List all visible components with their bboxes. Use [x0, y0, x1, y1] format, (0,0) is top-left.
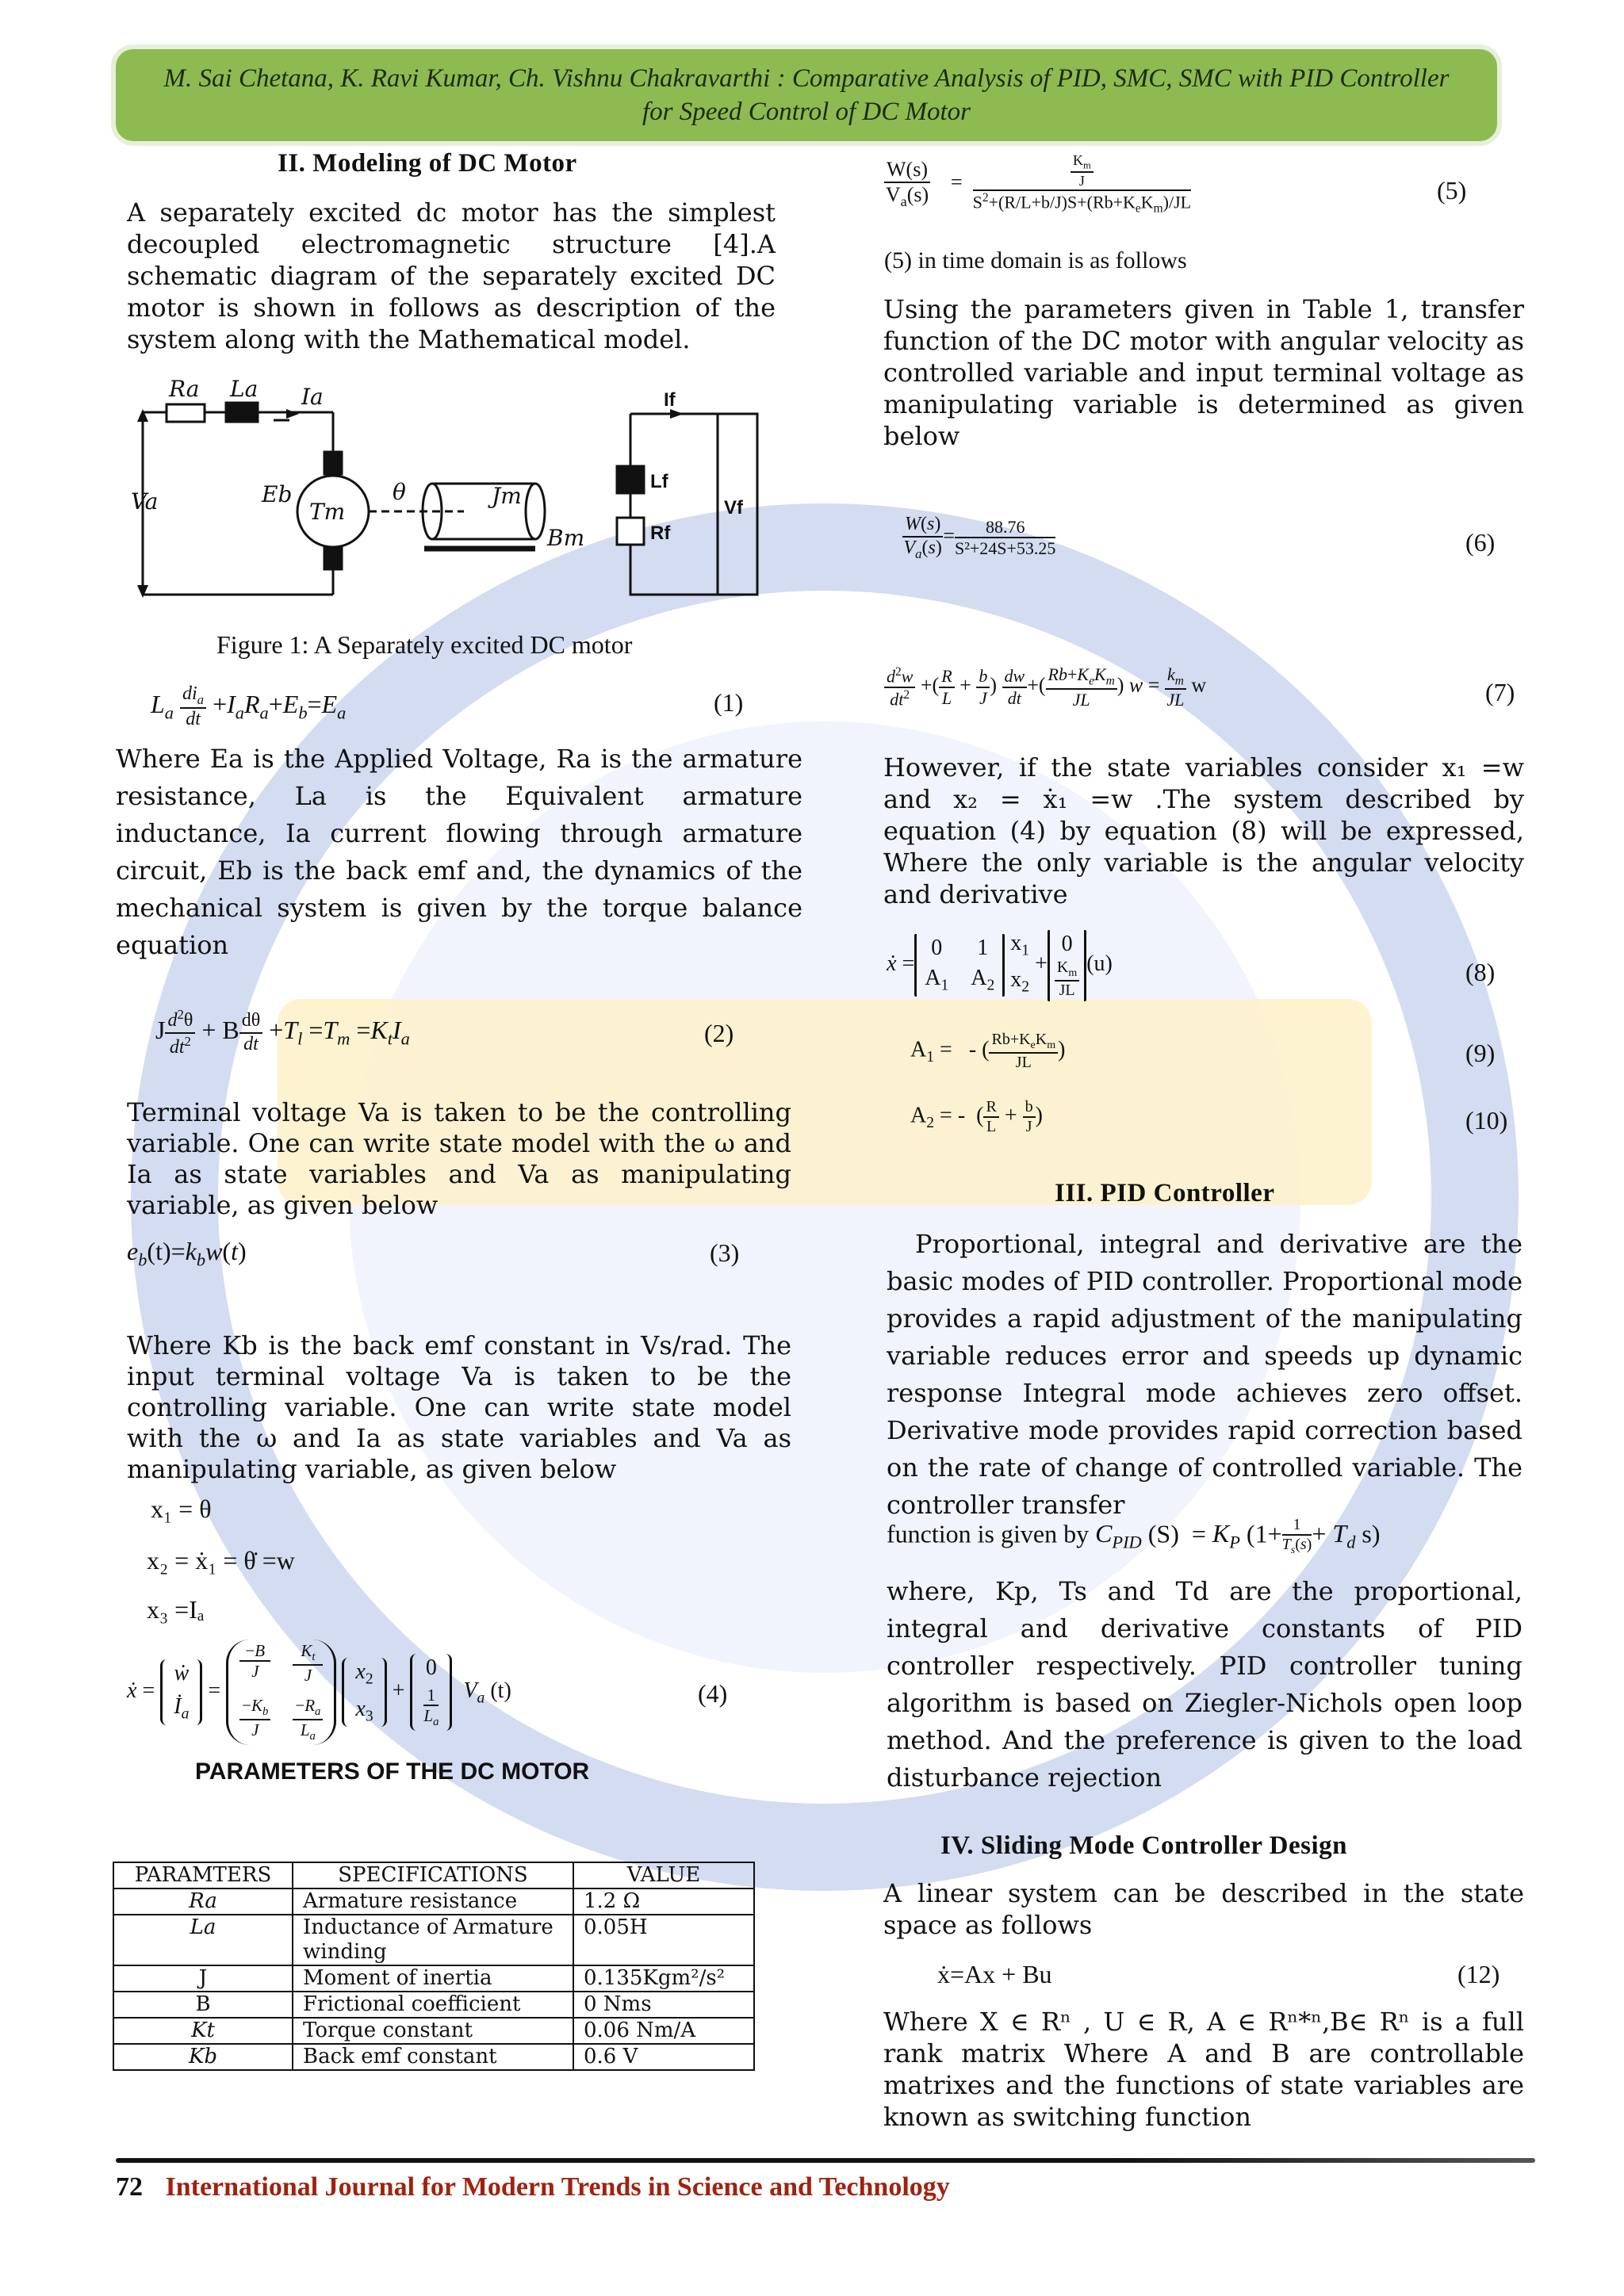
header-line-2: for Speed Control of DC Motor — [642, 98, 971, 126]
parameters-table — [113, 1862, 755, 2071]
table-cell: Moment of inertia — [293, 1965, 573, 1992]
label-Jm: Jm — [492, 483, 522, 509]
table-cell: Armature resistance — [293, 1888, 573, 1915]
table-row — [113, 1992, 754, 2018]
dc-motor-schematic — [131, 373, 765, 610]
table-cell: J — [113, 1965, 293, 1992]
equation-2-number: (2) — [704, 1019, 734, 1047]
table-header: PARAMTERS — [113, 1862, 293, 1888]
terminal-voltage-paragraph: Terminal voltage Va is taken to be the controlling variable. One can write state model with the ω and Ia as state variables and Va as manipulating variable, as given below — [127, 1097, 791, 1220]
table-cell: 0.135Kgm²/s² — [573, 1965, 754, 1992]
equation-6: $\frac{W(s)}{V_a(s)}$ = $\frac{88.76}{\text{S²+24S+53.25}}$ — [903, 514, 1056, 561]
equation-8-number: (8) — [1465, 958, 1496, 986]
smc-matrix-paragraph: Where X ∈ Rⁿ , U ∈ R, A ∈ Rⁿ*ⁿ,B∈ Rⁿ is a full rank matrix Where A and B are controllable matrixes and the functions of state variables are known as switching function — [883, 2007, 1524, 2132]
label-Va: Va — [131, 488, 159, 515]
table-cell: Inductance of Armature winding — [293, 1915, 573, 1965]
label-Vf: Vf — [724, 497, 743, 519]
equation-10-number: (10) — [1465, 1106, 1508, 1135]
label-Ra: Ra — [169, 376, 200, 402]
table-row — [113, 1888, 754, 1915]
intro-paragraph: A separately excited dc motor has the simplest decoupled electromagnetic structure [4].A schematic diagram of the separately excited DC motor is shown in follows as description of the system along with the Mathematical model. — [127, 197, 776, 354]
equation-5: $\frac{W(s)}{V_a(s)}$ = $\frac{\frac{K_m}{J}}{S^2+(R/L+b/J)S+(Rb+K_eK_m)/JL}$ — [885, 152, 1192, 216]
equation-12: ẋ=Ax + Bu — [937, 1960, 1052, 1988]
label-Tm: Tm — [309, 499, 346, 525]
table-cell: Kt — [113, 2018, 293, 2044]
table-cell: 1.2 Ω — [573, 1888, 754, 1915]
equation-10: $A_2$ = - ( $\frac{R}{L}$ + $\frac{b}{J}$ ) — [910, 1098, 1043, 1135]
equation-9-number: (9) — [1465, 1039, 1496, 1067]
state-x2: x₂ = ẋ₁ = θ̇ =w — [147, 1546, 295, 1575]
equation-6-numerator: 88.76 — [955, 517, 1055, 538]
running-header — [116, 49, 1497, 141]
label-Lf: Lf — [650, 471, 668, 492]
equation-3: $e_b(t)=k_bw(t)$ — [127, 1237, 247, 1270]
equation-4: ẋ = ẇ $İ_a$ = $\frac{-B}{J}$ $\frac{K_t}{J}$ $\frac{-K_b}{J}$ $\frac{-R_a}{L_a}$ $x_2$ $x_3$ + 0 $\frac{1}{L_a}$ $V_a$ (t) — [127, 1640, 511, 1745]
label-Eb: Eb — [262, 481, 293, 507]
equation-3-number: (3) — [710, 1238, 740, 1267]
table-cell: Ra — [113, 1888, 293, 1915]
section-3-title: III. PID Controller — [1055, 1179, 1275, 1207]
pid-constants-paragraph: where, Kp, Ts and Td are the proportional, integral and derivative constants of PID controller respectively. PID controller tuning algorithm is based on Ziegler-Nichols open loop method. And the preference is given to the load disturbance rejection — [887, 1576, 1522, 1793]
label-theta: θ — [393, 479, 406, 505]
label-La: La — [230, 376, 259, 402]
table-header-row — [113, 1862, 754, 1888]
smc-intro-paragraph: A linear system can be described in the state space as follows — [883, 1878, 1524, 1940]
pid-function-label: function is given by — [887, 1519, 1090, 1548]
equation-6-denominator: S²+24S+53.25 — [955, 538, 1056, 558]
page-number: 72 — [116, 2172, 143, 2202]
table-row — [113, 1965, 754, 1992]
table-cell: Kb — [113, 2044, 293, 2070]
state-x3: x₃ =Iₐ — [147, 1595, 205, 1624]
journal-name: International Journal for Modern Trends in Science and Technology — [165, 2172, 950, 2202]
page-footer — [116, 2172, 950, 2202]
section-2-title: II. Modeling of DC Motor — [278, 149, 577, 178]
label-Ia: Ia — [301, 384, 324, 410]
equation-6-number: (6) — [1465, 528, 1496, 557]
table-cell: Torque constant — [293, 2018, 573, 2044]
equation-9: $A_1$ = - ( $\frac{Rb+K_eK_m}{JL}$ ) — [910, 1031, 1066, 1072]
table-cell: 0.6 V — [573, 2044, 754, 2070]
equation-4-number: (4) — [698, 1679, 728, 1708]
pid-paragraph: Proportional, integral and derivative are the basic modes of PID controller. Proportional mode provides a rapid adjustment of the manipulating variable reduces error and speeds up dynamic response Integral mode achieves zero offset. Derivative mode provides rapid correction based on the rate of change of controlled variable. The controller transfer — [887, 1229, 1522, 1520]
table-cell: B — [113, 1992, 293, 2018]
table-row — [113, 1915, 754, 1965]
equation-1: $L_a$ $\frac{di_a}{dt}$ $+I_aR_a+E_b=E_a$ — [151, 683, 347, 730]
equation-7-number: (7) — [1485, 678, 1515, 706]
table-header: VALUE — [573, 1862, 754, 1888]
table-cell: La — [113, 1915, 293, 1965]
label-If: If — [664, 389, 676, 411]
armature-paragraph: Where Ea is the Applied Voltage, Ra is the armature resistance, La is the Equivalent armature inductance, Ia current flowing through armature circuit, Eb is the back emf and, the dynamics of the mechanical system is given by the torque balance equation — [116, 744, 802, 960]
equation-7: $\frac{d^2w}{dt^2}$ +( $\frac{R}{L}$ + $\frac{b}{J}$ ) $\frac{dw}{dt}$ +( $\frac{Rb+K_eK_m}{JL}$ ) w = $\frac{k_m}{JL}$ w — [884, 664, 1206, 710]
footer-divider — [116, 2158, 1535, 2163]
table-cell: Frictional coefficient — [293, 1992, 573, 2018]
state-variable-paragraph: However, if the state variables consider x₁ =w and x₂ = ẋ₁ =w .The system described by equation (4) by equation (8) will be expressed, Where the only variable is the angular velocity and derivative — [883, 752, 1524, 909]
table-cell: Back emf constant — [293, 2044, 573, 2070]
label-Rf: Rf — [650, 522, 671, 544]
state-x1: x₁ = θ — [151, 1494, 212, 1523]
table-cell: 0 Nms — [573, 1992, 754, 2018]
pid-transfer-function: function is given by $C_{PID}$ $(S) = K_P$ (1+ $\frac{1}{T_s(s)}$ + $T_d$ s) — [887, 1516, 1381, 1556]
table-row — [113, 2018, 754, 2044]
table-cell: 0.05H — [573, 1915, 754, 1965]
equation-1-number: (1) — [714, 688, 744, 717]
equation-5-number: (5) — [1437, 176, 1467, 205]
equation-12-number: (12) — [1457, 1960, 1500, 1988]
figure-1-caption: Figure 1: A Separately excited DC motor — [216, 630, 633, 659]
back-emf-paragraph: Where Kb is the back emf constant in Vs/rad. The input terminal voltage Va is taken to be the controlling variable. One can write state model with the ω and Ia as state variables and Va as manipulating variable, as given below — [127, 1330, 791, 1484]
equation-8: ẋ = 0 1 $A_1$ $A_2$ $x_1$ $x_2$ + 0 $\frac{K_m}{JL}$ (u) — [887, 929, 1113, 1001]
equation-5-note: (5) in time domain is as follows — [884, 247, 1187, 274]
section-4-title: IV. Sliding Mode Controller Design — [940, 1831, 1347, 1860]
header-line-1: M. Sai Chetana, K. Ravi Kumar, Ch. Vishnu Chakravarthi : Comparative Analysis of PID, SMC, SMC with PID Controller — [163, 64, 1450, 93]
label-Bm: Bm — [547, 525, 585, 551]
table-cell: 0.06 Nm/A — [573, 2018, 754, 2044]
table-row — [113, 2044, 754, 2070]
parameters-title: PARAMETERS OF THE DC MOTOR — [195, 1758, 590, 1785]
table-header: SPECIFICATIONS — [293, 1862, 573, 1888]
equation-2: J $\frac{d^2\theta}{dt^2}$ + B $\frac{d\theta}{dt}$ $+T_l =T_m =K_tI_a$ — [155, 1007, 410, 1058]
transfer-function-paragraph: Using the parameters given in Table 1, transfer function of the DC motor with angular velocity as controlled variable and input terminal voltage as manipulating variable is determined as given below — [883, 294, 1524, 451]
